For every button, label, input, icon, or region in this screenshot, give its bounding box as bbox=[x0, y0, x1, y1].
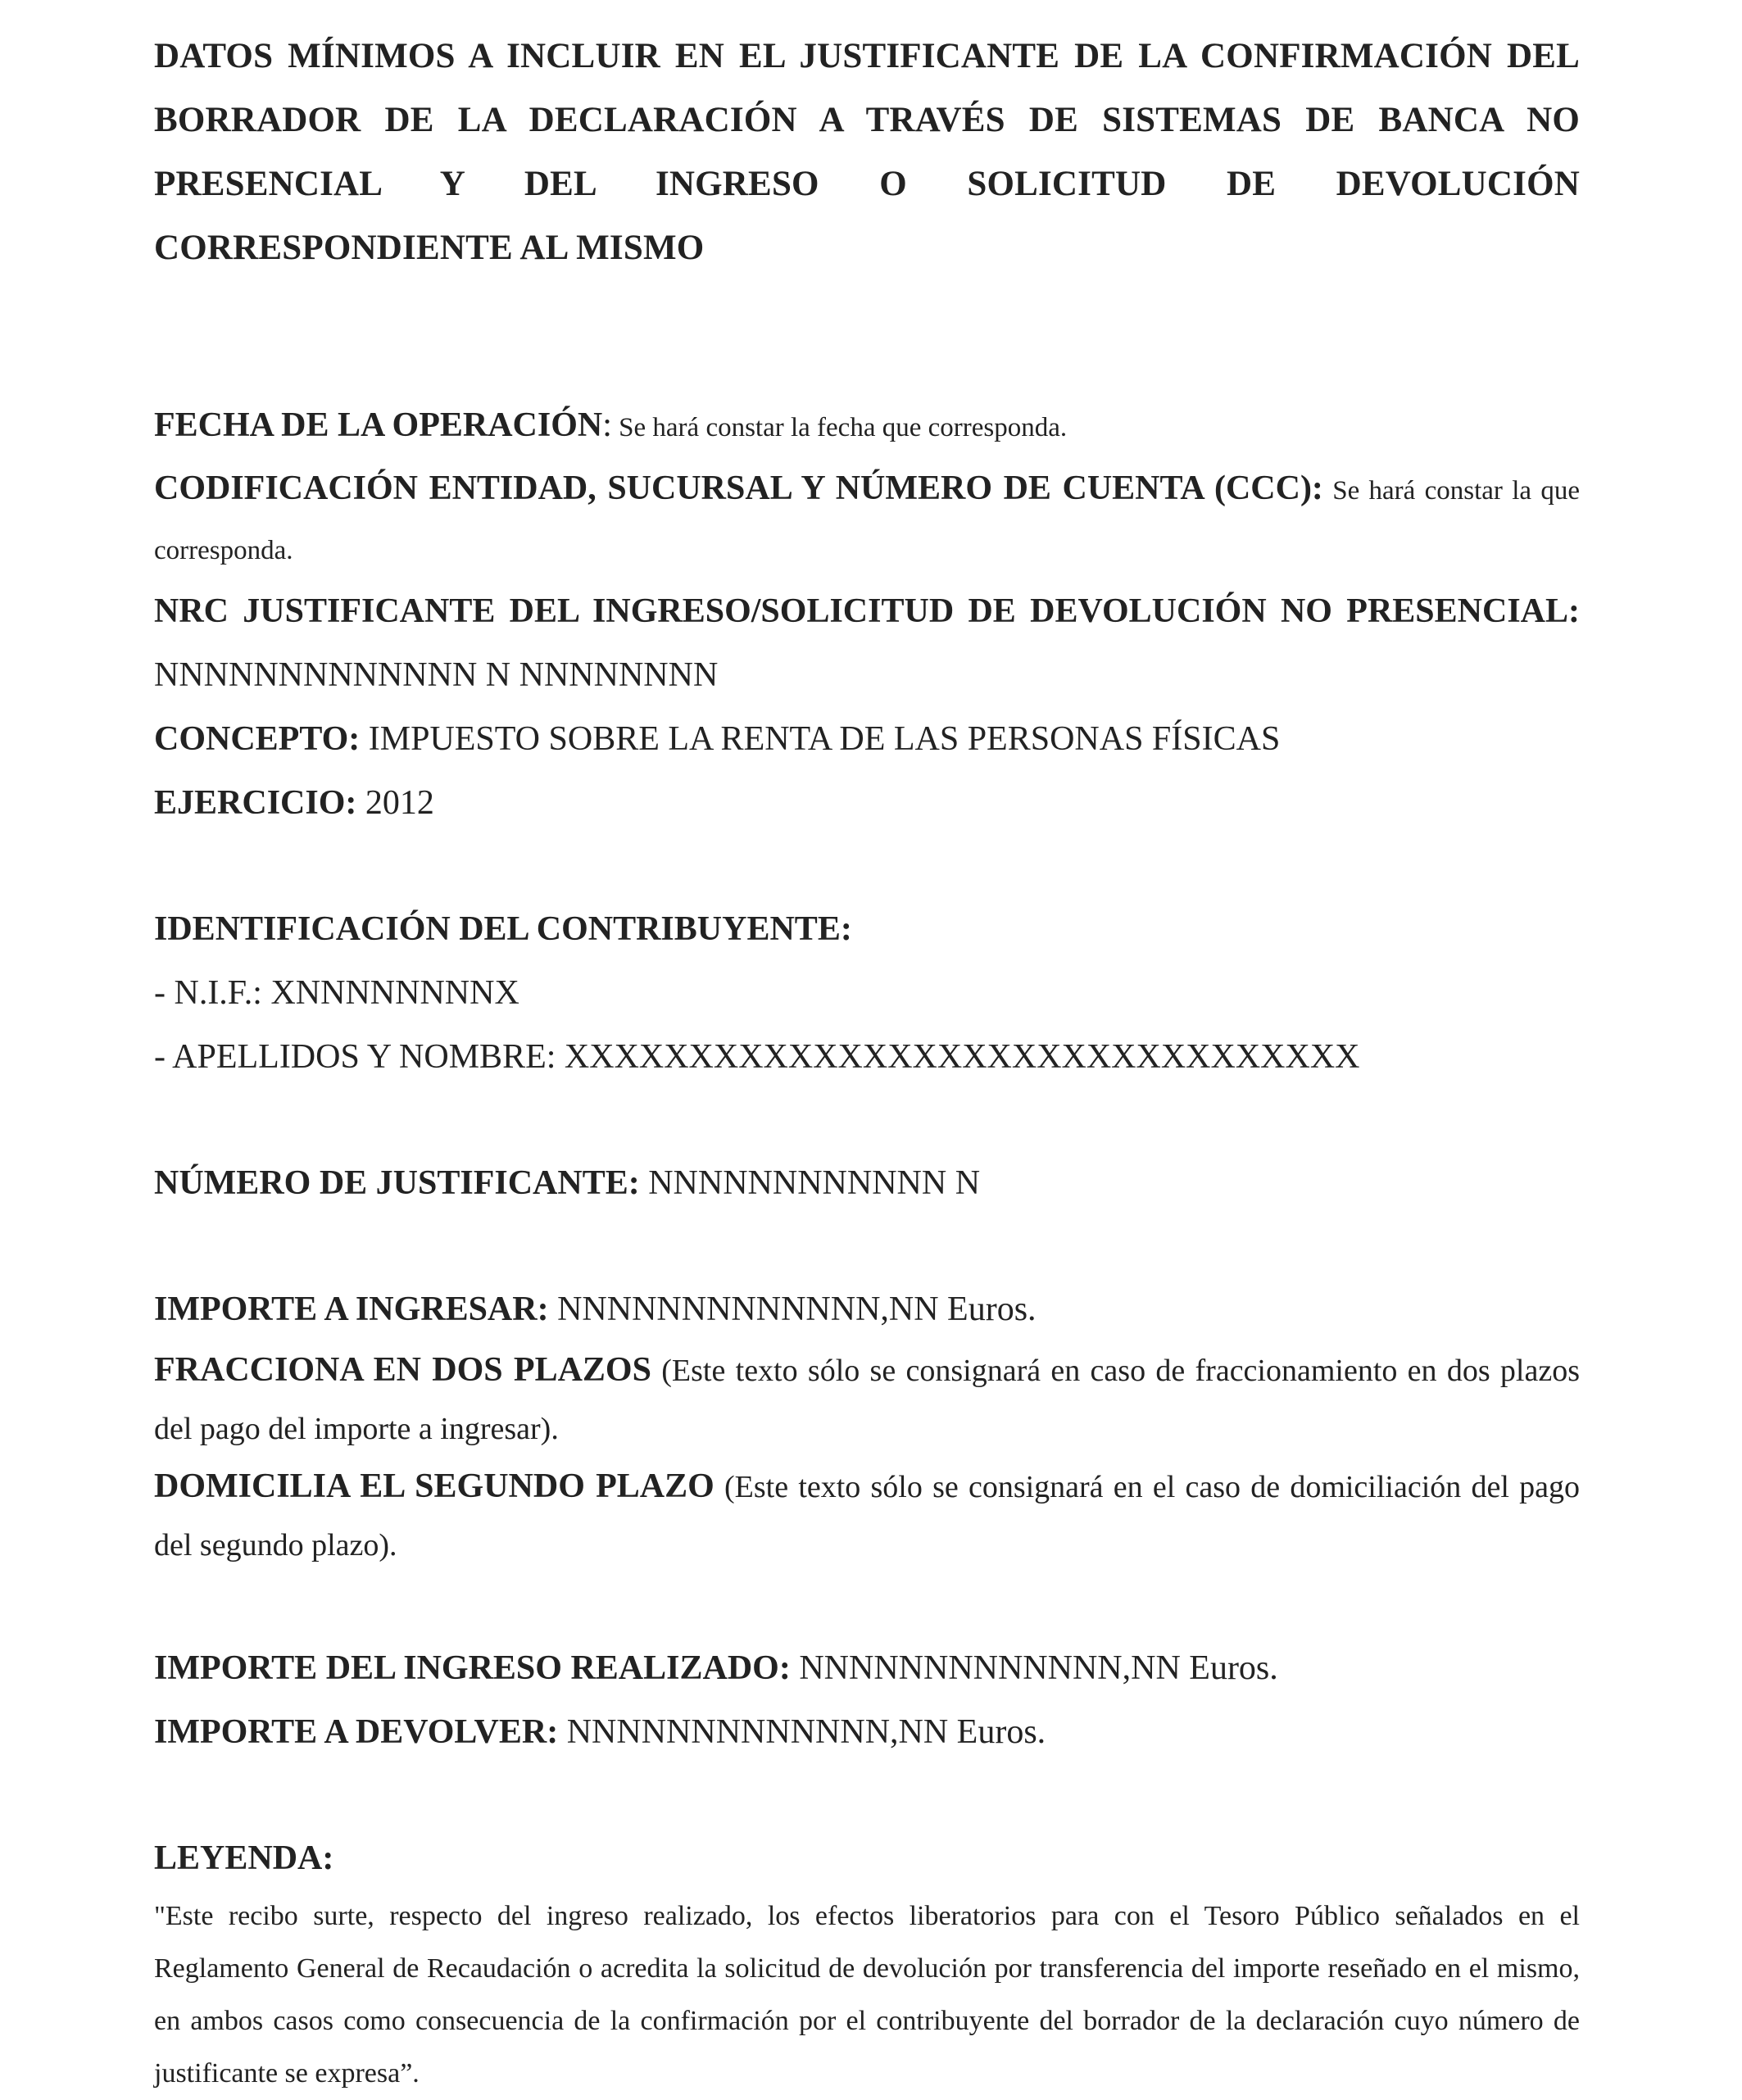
amount-refund-line bbox=[154, 1700, 1580, 1764]
taxpayer-heading: IDENTIFICACIÓN DEL CONTRIBUYENTE: bbox=[154, 910, 852, 948]
fiscal-year-value: 2012 bbox=[356, 784, 434, 822]
spacer bbox=[154, 835, 1580, 897]
nrc-label: NRC JUSTIFICANTE DEL INGRESO/SOLICITUD DE DEVOLUCIÓN NO PRESENCIAL: bbox=[154, 592, 1580, 630]
direct-debit-line bbox=[154, 1458, 1580, 1574]
amount-refund-label: IMPORTE A DEVOLVER: bbox=[154, 1713, 559, 1751]
amount-to-pay-value: NNNNNNNNNNNNN,NN Euros. bbox=[548, 1290, 1037, 1328]
legend-heading: LEYENDA: bbox=[154, 1839, 334, 1877]
spacer bbox=[154, 1764, 1580, 1826]
amount-paid-label: IMPORTE DEL INGRESO REALIZADO: bbox=[154, 1649, 791, 1687]
concept-line bbox=[154, 707, 1580, 771]
ccc-value: Se hará constar la que corresponda. bbox=[154, 476, 1580, 565]
amount-to-pay-line bbox=[154, 1277, 1580, 1341]
legend-heading-line bbox=[154, 1826, 1580, 1890]
spacer bbox=[154, 1574, 1580, 1636]
taxpayer-heading-line bbox=[154, 897, 1580, 961]
fiscal-year-label: EJERCICIO: bbox=[154, 784, 357, 822]
concept-value: IMPUESTO SOBRE LA RENTA DE LAS PERSONAS FÍSICAS bbox=[360, 720, 1281, 758]
spacer bbox=[154, 1215, 1580, 1277]
spacer bbox=[154, 1089, 1580, 1151]
legend-text: "Este recibo surte, respecto del ingreso realizado, los efectos liberatorios para con el Tesoro Público señalados en el Reglamento General de Recaudación o acredita la solicitud de devolución por transferencia del importe reseñado en el mismo, en ambos casos como consecuencia de la confirmación por el contribuyente del borrador de la declaración cuyo número de justificante se expresa”. bbox=[154, 1901, 1580, 2089]
direct-debit-note: (Este texto sólo se consignará en el caso de domiciliación del pago del segundo plazo). bbox=[154, 1470, 1580, 1563]
receipt-number-value: NNNNNNNNNNNN N bbox=[639, 1164, 981, 1202]
amount-paid-value: NNNNNNNNNNNNN,NN Euros. bbox=[790, 1649, 1278, 1687]
split-two-note: (Este texto sólo se consignará en caso de fraccionamiento en dos plazos del pago del importe a ingresar). bbox=[154, 1354, 1580, 1446]
split-two-label: FRACCIONA EN DOS PLAZOS bbox=[154, 1351, 651, 1389]
taxpayer-nif: - N.I.F.: XNNNNNNNNX bbox=[154, 974, 519, 1012]
amount-paid-line bbox=[154, 1636, 1580, 1700]
taxpayer-name: - APELLIDOS Y NOMBRE: XXXXXXXXXXXXXXXXXXXXXXXXXXXXXXXX bbox=[154, 1038, 1360, 1076]
document-page bbox=[154, 25, 1580, 2100]
nrc-line bbox=[154, 579, 1580, 707]
spacer bbox=[154, 280, 1580, 393]
amount-refund-value: NNNNNNNNNNNNN,NN Euros. bbox=[558, 1713, 1046, 1751]
receipt-number-line bbox=[154, 1151, 1580, 1215]
fiscal-year-line bbox=[154, 771, 1580, 835]
split-two-line bbox=[154, 1341, 1580, 1458]
operation-date-value: Se hará constar la fecha que corresponda. bbox=[611, 413, 1068, 442]
nrc-value: NNNNNNNNNNNNN N NNNNNNNN bbox=[154, 656, 719, 694]
ccc-label: CODIFICACIÓN ENTIDAD, SUCURSAL Y NÚMERO DE CUENTA (CCC): bbox=[154, 469, 1323, 507]
concept-label: CONCEPTO: bbox=[154, 720, 361, 758]
operation-date-label: FECHA DE LA OPERACIÓN bbox=[154, 406, 603, 444]
document-title: DATOS MÍNIMOS A INCLUIR EN EL JUSTIFICANTE DE LA CONFIRMACIÓN DEL BORRADOR DE LA DECLARACIÓN A TRAVÉS DE SISTEMAS DE BANCA NO PRESENCIAL Y DEL INGRESO O SOLICITUD DE DEVOLUCIÓN CORRESPONDIENTE AL MISMO bbox=[154, 37, 1580, 267]
direct-debit-label: DOMICILIA EL SEGUNDO PLAZO bbox=[154, 1467, 714, 1505]
receipt-number-label: NÚMERO DE JUSTIFICANTE: bbox=[154, 1164, 640, 1202]
ccc-line bbox=[154, 460, 1580, 579]
operation-date-line bbox=[154, 393, 1580, 460]
operation-date-separator: : bbox=[602, 406, 612, 444]
amount-to-pay-label: IMPORTE A INGRESAR: bbox=[154, 1290, 549, 1328]
